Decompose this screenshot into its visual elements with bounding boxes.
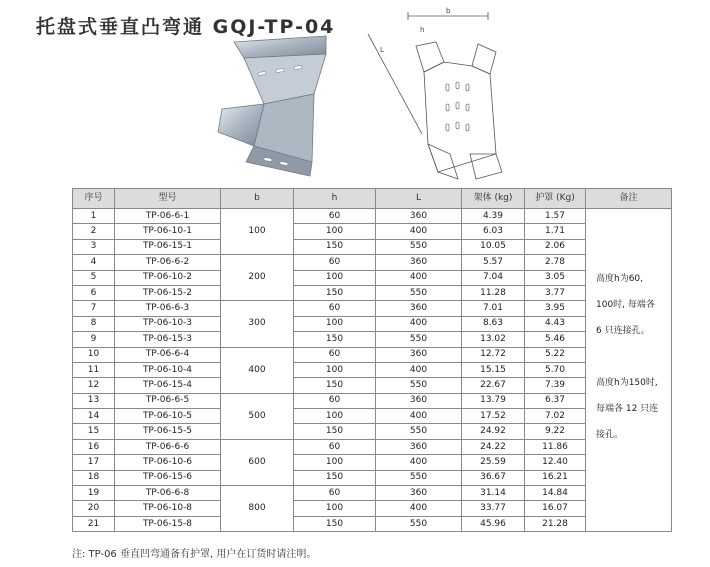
cell-cover-weight: 21.28 bbox=[525, 516, 586, 531]
cell-cover-weight: 2.06 bbox=[525, 239, 586, 254]
cell-body-weight: 4.39 bbox=[462, 209, 525, 224]
cell-model: TP-06-10-1 bbox=[115, 224, 221, 239]
cell-b: 200 bbox=[221, 255, 294, 301]
table-row bbox=[73, 301, 672, 316]
cell-cover-weight: 3.77 bbox=[525, 285, 586, 300]
cell-L: 400 bbox=[376, 501, 462, 516]
cell-L: 400 bbox=[376, 362, 462, 377]
table-row bbox=[73, 424, 672, 439]
cell-model: TP-06-10-4 bbox=[115, 362, 221, 377]
cell-h: 60 bbox=[294, 439, 376, 454]
cell-model: TP-06-6-8 bbox=[115, 486, 221, 501]
header-L: L bbox=[376, 189, 462, 209]
cell-no: 5 bbox=[73, 270, 115, 285]
cell-b: 100 bbox=[221, 209, 294, 255]
table-row bbox=[73, 409, 672, 424]
cell-cover-weight: 3.95 bbox=[525, 301, 586, 316]
cell-model: TP-06-6-5 bbox=[115, 393, 221, 408]
cell-model: TP-06-6-1 bbox=[115, 209, 221, 224]
cell-body-weight: 17.52 bbox=[462, 409, 525, 424]
cell-body-weight: 22.67 bbox=[462, 378, 525, 393]
cell-L: 550 bbox=[376, 332, 462, 347]
header-remarks: 备注 bbox=[586, 189, 672, 209]
cell-model: TP-06-10-5 bbox=[115, 409, 221, 424]
cell-h: 150 bbox=[294, 332, 376, 347]
cell-h: 150 bbox=[294, 470, 376, 485]
cell-model: TP-06-15-8 bbox=[115, 516, 221, 531]
cell-no: 15 bbox=[73, 424, 115, 439]
cell-no: 4 bbox=[73, 255, 115, 270]
cell-body-weight: 8.63 bbox=[462, 316, 525, 331]
header-cover-weight: 护罩 (Kg) bbox=[525, 189, 586, 209]
cell-cover-weight: 2.78 bbox=[525, 255, 586, 270]
cell-h: 100 bbox=[294, 224, 376, 239]
cell-body-weight: 45.96 bbox=[462, 516, 525, 531]
cell-cover-weight: 14.84 bbox=[525, 486, 586, 501]
cell-L: 550 bbox=[376, 424, 462, 439]
cell-no: 12 bbox=[73, 378, 115, 393]
spec-table bbox=[72, 188, 672, 532]
cell-b: 500 bbox=[221, 393, 294, 439]
cell-L: 360 bbox=[376, 486, 462, 501]
table-row bbox=[73, 332, 672, 347]
cell-no: 16 bbox=[73, 439, 115, 454]
cell-cover-weight: 3.05 bbox=[525, 270, 586, 285]
cell-L: 400 bbox=[376, 316, 462, 331]
cell-h: 100 bbox=[294, 455, 376, 470]
cell-no: 20 bbox=[73, 501, 115, 516]
cell-b: 800 bbox=[221, 486, 294, 532]
cell-cover-weight: 16.21 bbox=[525, 470, 586, 485]
cell-model: TP-06-6-6 bbox=[115, 439, 221, 454]
cell-no: 18 bbox=[73, 470, 115, 485]
table-row bbox=[73, 455, 672, 470]
cell-cover-weight: 11.86 bbox=[525, 439, 586, 454]
table-row bbox=[73, 516, 672, 531]
cell-body-weight: 36.67 bbox=[462, 470, 525, 485]
table-row bbox=[73, 285, 672, 300]
cell-model: TP-06-15-3 bbox=[115, 332, 221, 347]
product-photo bbox=[214, 34, 334, 179]
cell-h: 100 bbox=[294, 409, 376, 424]
cell-body-weight: 33.77 bbox=[462, 501, 525, 516]
cell-body-weight: 12.72 bbox=[462, 347, 525, 362]
table-row bbox=[73, 316, 672, 331]
table-row bbox=[73, 239, 672, 254]
cell-cover-weight: 5.46 bbox=[525, 332, 586, 347]
table-row bbox=[73, 209, 672, 224]
table-row bbox=[73, 347, 672, 362]
cell-h: 60 bbox=[294, 209, 376, 224]
cell-L: 360 bbox=[376, 209, 462, 224]
cell-model: TP-06-6-3 bbox=[115, 301, 221, 316]
cell-body-weight: 24.92 bbox=[462, 424, 525, 439]
cell-cover-weight: 5.22 bbox=[525, 347, 586, 362]
cell-L: 360 bbox=[376, 255, 462, 270]
cell-L: 550 bbox=[376, 378, 462, 393]
cell-cover-weight: 6.37 bbox=[525, 393, 586, 408]
cell-body-weight: 11.28 bbox=[462, 285, 525, 300]
cell-h: 100 bbox=[294, 501, 376, 516]
cell-model: TP-06-10-2 bbox=[115, 270, 221, 285]
cell-h: 100 bbox=[294, 316, 376, 331]
table-row bbox=[73, 486, 672, 501]
cell-cover-weight: 7.02 bbox=[525, 409, 586, 424]
cell-no: 17 bbox=[73, 455, 115, 470]
cell-no: 11 bbox=[73, 362, 115, 377]
table-row bbox=[73, 255, 672, 270]
cell-h: 150 bbox=[294, 239, 376, 254]
cell-cover-weight: 5.70 bbox=[525, 362, 586, 377]
cell-body-weight: 6.03 bbox=[462, 224, 525, 239]
cell-L: 360 bbox=[376, 439, 462, 454]
cell-model: TP-06-15-6 bbox=[115, 470, 221, 485]
cell-h: 150 bbox=[294, 424, 376, 439]
cell-h: 60 bbox=[294, 255, 376, 270]
technical-drawing bbox=[358, 4, 518, 184]
table-row bbox=[73, 393, 672, 408]
table-body bbox=[73, 209, 672, 532]
cell-model: TP-06-10-3 bbox=[115, 316, 221, 331]
cell-no: 19 bbox=[73, 486, 115, 501]
cell-model: TP-06-15-5 bbox=[115, 424, 221, 439]
cell-b: 300 bbox=[221, 301, 294, 347]
page-title: 托盘式垂直凸弯通 GQJ-TP-04 bbox=[36, 16, 336, 38]
cell-body-weight: 24.22 bbox=[462, 439, 525, 454]
cell-L: 360 bbox=[376, 301, 462, 316]
cell-body-weight: 7.01 bbox=[462, 301, 525, 316]
cell-body-weight: 5.57 bbox=[462, 255, 525, 270]
cell-L: 360 bbox=[376, 347, 462, 362]
remarks-cell bbox=[586, 209, 672, 532]
cell-h: 60 bbox=[294, 393, 376, 408]
cell-model: TP-06-10-6 bbox=[115, 455, 221, 470]
table-row bbox=[73, 439, 672, 454]
cell-no: 13 bbox=[73, 393, 115, 408]
header-no: 序号 bbox=[73, 189, 115, 209]
cell-no: 10 bbox=[73, 347, 115, 362]
cell-L: 400 bbox=[376, 455, 462, 470]
cell-cover-weight: 7.39 bbox=[525, 378, 586, 393]
cell-body-weight: 15.15 bbox=[462, 362, 525, 377]
cell-L: 550 bbox=[376, 470, 462, 485]
table-row bbox=[73, 470, 672, 485]
cell-h: 60 bbox=[294, 301, 376, 316]
cell-body-weight: 13.02 bbox=[462, 332, 525, 347]
cell-L: 400 bbox=[376, 270, 462, 285]
cell-cover-weight: 1.71 bbox=[525, 224, 586, 239]
cell-model: TP-06-15-2 bbox=[115, 285, 221, 300]
table-row bbox=[73, 378, 672, 393]
cell-h: 150 bbox=[294, 516, 376, 531]
footnote: 注: TP-06 垂直凹弯通备有护罩, 用户在订货时请注明。 bbox=[72, 549, 317, 560]
cell-h: 100 bbox=[294, 270, 376, 285]
cell-L: 550 bbox=[376, 285, 462, 300]
cell-body-weight: 7.04 bbox=[462, 270, 525, 285]
cell-b: 600 bbox=[221, 439, 294, 485]
header-b: b bbox=[221, 189, 294, 209]
dim-label-L: L bbox=[380, 46, 384, 54]
cell-body-weight: 25.59 bbox=[462, 455, 525, 470]
header-body-weight: 架体 (kg) bbox=[462, 189, 525, 209]
remark-text: 高度h为60, 100时, 每端各 6 只连接孔。 bbox=[596, 274, 655, 337]
cell-body-weight: 10.05 bbox=[462, 239, 525, 254]
table-row bbox=[73, 270, 672, 285]
cell-h: 100 bbox=[294, 362, 376, 377]
cell-model: TP-06-15-4 bbox=[115, 378, 221, 393]
cell-cover-weight: 4.43 bbox=[525, 316, 586, 331]
dim-label-h: h bbox=[420, 26, 425, 34]
cell-no: 2 bbox=[73, 224, 115, 239]
cell-h: 60 bbox=[294, 486, 376, 501]
cell-body-weight: 13.79 bbox=[462, 393, 525, 408]
table-row bbox=[73, 501, 672, 516]
table-row bbox=[73, 362, 672, 377]
cell-no: 1 bbox=[73, 209, 115, 224]
cell-model: TP-06-10-8 bbox=[115, 501, 221, 516]
cell-body-weight: 31.14 bbox=[462, 486, 525, 501]
cell-L: 400 bbox=[376, 409, 462, 424]
cell-cover-weight: 12.40 bbox=[525, 455, 586, 470]
cell-no: 14 bbox=[73, 409, 115, 424]
cell-no: 9 bbox=[73, 332, 115, 347]
cell-cover-weight: 9.22 bbox=[525, 424, 586, 439]
cell-model: TP-06-6-2 bbox=[115, 255, 221, 270]
cell-model: TP-06-15-1 bbox=[115, 239, 221, 254]
table-row bbox=[73, 224, 672, 239]
cell-no: 21 bbox=[73, 516, 115, 531]
cell-L: 400 bbox=[376, 224, 462, 239]
cell-L: 360 bbox=[376, 393, 462, 408]
header-model: 型号 bbox=[115, 189, 221, 209]
table-header-row bbox=[73, 189, 672, 209]
cell-h: 150 bbox=[294, 285, 376, 300]
cell-no: 8 bbox=[73, 316, 115, 331]
header-h: h bbox=[294, 189, 376, 209]
cell-cover-weight: 16.07 bbox=[525, 501, 586, 516]
dim-label-b: b bbox=[446, 7, 451, 15]
cell-b: 400 bbox=[221, 347, 294, 393]
cell-L: 550 bbox=[376, 239, 462, 254]
cell-no: 3 bbox=[73, 239, 115, 254]
cell-h: 150 bbox=[294, 378, 376, 393]
cell-no: 7 bbox=[73, 301, 115, 316]
cell-cover-weight: 1.57 bbox=[525, 209, 586, 224]
cell-model: TP-06-6-4 bbox=[115, 347, 221, 362]
cell-no: 6 bbox=[73, 285, 115, 300]
cell-h: 60 bbox=[294, 347, 376, 362]
remark-text: 高度h为150时, 每端各 12 只连接孔。 bbox=[596, 378, 659, 441]
cell-L: 550 bbox=[376, 516, 462, 531]
